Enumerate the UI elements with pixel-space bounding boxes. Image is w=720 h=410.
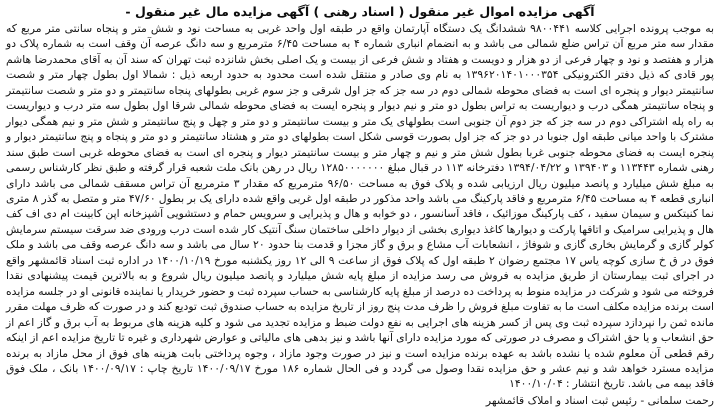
notice-signature: رحمت سلمانی - رئیس ثبت اسناد و املاک قائمشهر — [485, 393, 714, 407]
notice-title: آگهی مزایده اموال غیر منقول ( اسناد رهنی ) آگهی مزایده مال غیر منقول - — [125, 4, 595, 19]
notice-body: به موجب پرونده اجرایی کلاسه ۹۸۰۰۴۴۱ ششدانگ یک دستگاه آپارتمان واقع در طبقه اول واحد غربی به مساحت نود و شش متر و پنجاه سانتی متر مربع که مقدار سه متر مربع آن تراس ضلع شمالی می باشد و به انضمام انباری شماره ۴ به مساحت ۶/۴۵ مترمربع و سه دانگ عرصه آن وقف است به شماره پلاک دو هزار و هفتصد و نود و چهار فرعی از دو هزار و دویست و هفتاد و شش فرعی از بیست و یک اصلی بخش شانزده ثبت تهران که سند آن به آقای محمدرضا هاشم پور قادی که ذیل دفتر الکترونیکی ۱۳۹۶۲۰۱۴۰۱۰۰۰۳۵۴ به نام وی صادر و منتقل شده است محدود به حدود اربعه ذیل : شمالا اول بطول چهار متر و شصت سانتیمتر دیوار و پنجره ای است به فضای محوطه شمالی دوم در سه جز که جز اول شرقی و جز سوم غربی بطولهای پنجاه سانتیمتر و دو متر و شصت سانتیمتر و پنجاه سانتیمتر همگی درب و دیواریست به تراس بطول دو متر و نیم دیوار و پنجره ایست به فضای محوطه شمالی شرقا اول بطول سه متر درب و دیواریست به راه پله اشتراکی دوم در سه جز که جز دوم آن جنوبی است بطولهای یک متر و بیست سانتیمتر و دو متر و چهل و پنج سانتیمتر و شش متر و نیم همگی دیوار مشترک با واحد میانی طبقه اول جنوبا در دو جز که جز اول بصورت قوسی شکل است بطولهای دو متر و هشتاد سانتیمتر و دو متر و پنجاه و پنج سانتیمتر دیوار و پنجره ایست به فضای محوطه جنوبی غربا بطول شش متر و نیم و چهار متر و بیست سانتیمتر دیوار و پنجره ای است به فضای محوطه غربی است طبق سند رهنی شماره ۱۱۳۴۴۳ و ۱۳۹۴۰۳ و ۱۳۹۴/۰۴/۲۲ دفترخانه ۱۱۳ در قبال مبلغ ۱۲۸۵۰۰۰۰۰۰۰ ریال در رهن بانک ملت شعبه قرار گرفته و طبق نظر کارشناس رسمی به مبلغ شش میلیارد و پانصد میلیون ریال ارزیابی شده و پلاک فوق به مساحت ۹۶/۵۰ مترمربع که مقدار ۳ مترمربع آن تراس مسقف شمالی می باشد دارای انباری قطعه ۴ به مساحت ۶/۴۵ مترمربع و فاقد پارکینگ می باشد واحد مذکور در طبقه اول غربی واقع شده دارای یک بر بطول ۴۷/۶۰ متر و متصل به گذر ۸ متری نما کنیتکس و سیمان سفید ، کف پارکینگ موزائیک ، فاقد آسانسور ، دو خوابه و هال و پذیرایی و سرویس حمام و دستشویی آشپزخانه اپن کابینت ام دی اف کف هال و پذیرایی سرامیک و اتاقها پارکت و دیوارها کاغذ دیواری بخشی از دیوار داخلی ساختمان سنگ آنتیک کار شده است درب ورودی ضد سرقت سیستم سرمایش کولر گازی و گرمایش بخاری گازی و شوفاژ ، انشعابات آب مشاع و برق و گاز مجزا و قدمت بنا حدود ۲۰ سال می باشد و سه دانگ عرصه وقف می باشد و ملک فوق در ق خ سازی کوچه یاس ۱۷ مجتمع رضوان ۲ طبقه اول که پلاک فوق از ساعت ۹ الی ۱۲ روز یکشنبه مورخ ۱۴۰۰/۱۰/۱۹ در اداره ثبت اسناد قائمشهر واقع در اجرای ثبت بیمارستان از طریق مزایده به فروش می رسد مزایده از مبلغ پایه شش میلیارد و پانصد میلیون ریال شروع و به بالاترین قیمت پیشنهادی نقدا فروخته می شود و شرکت در مزایده منوط به پرداخت ده درصد از مبلغ پایه کارشناسی به حساب سپرده ثبت و حضور خریدار یا نماینده قانونی او در جلسه مزایده است برنده مزایده مکلف است ما به تفاوت مبلغ فروش را ظرف مدت پنج روز از تاریخ مزایده به حساب صندوق ثبت تودیع کند و در صورت که ظرف مهلت مقرر مانده ثمن را نپردازد سپرده ثبت وی پس از کسر هزینه های اجرایی به نفع دولت ضبط و مزایده تجدید می شود و کلیه هزینه های مربوط به آب برق و گاز اعم از حق انشعاب و یا حق اشتراک و مصرف در صورتی که مورد مزایده دارای آنها باشد و نیز بدهی های مالیاتی و عوارض شهرداری و غیره تا تاریخ مزایده اعم از اینکه رقم قطعی آن معلوم شده یا نشده باشد به عهده برنده مزایده است و نیز در صورت وجود مازاد ، وجوه پرداختی بابت هزینه های فوق از محل مازاد به برنده مزایده مسترد خواهد شد و نیم عشر و حق مزایده نقدا وصول می گردد و فی الحال شماره ۱۸۶ مورخ ۱۴۰۰/۰۹/۱۷ تاریخ چاپ : ۱۴۰۰/۰۹/۱۷ بانک ، ملک فوق فاقد بیمه می باشد. تاریخ انتشار : ۱۴۰۰/۱۰/۰۴ — [6, 22, 715, 391]
